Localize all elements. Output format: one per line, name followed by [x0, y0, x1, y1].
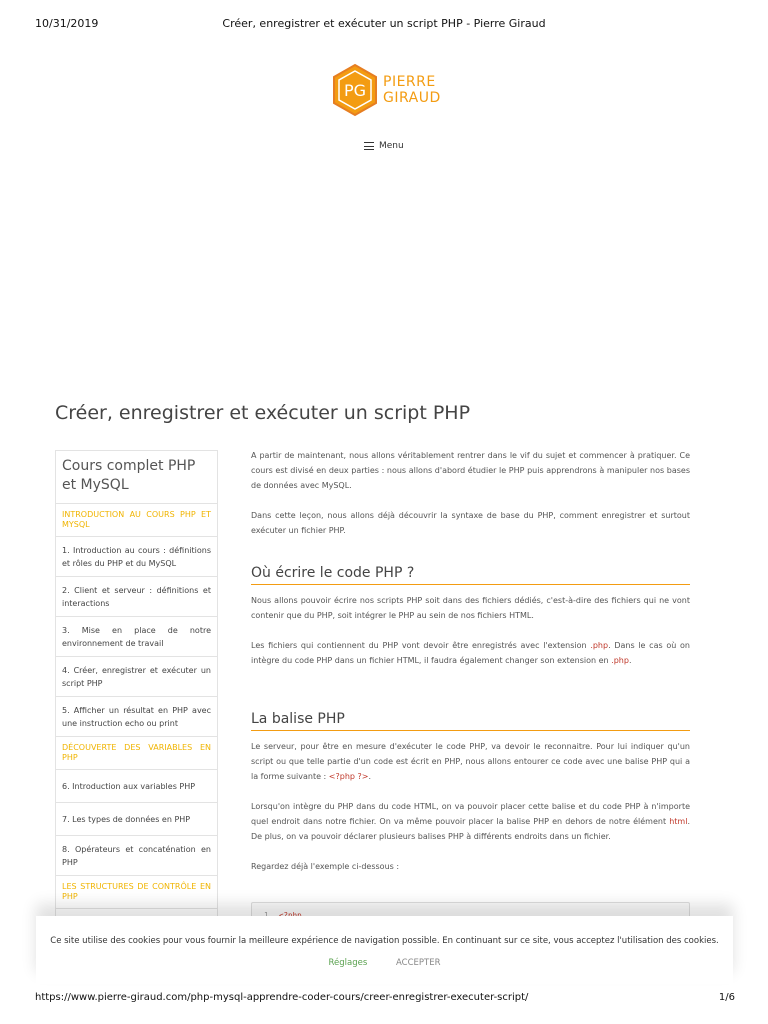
logo-line-1: PIERRE	[383, 74, 436, 90]
print-page-number: 1/6	[718, 992, 735, 1003]
hamburger-icon	[364, 142, 374, 150]
sidebar-item-lesson-7[interactable]: 7. Les types de données en PHP	[56, 803, 217, 836]
section-heading-php-tag: La balise PHP	[251, 712, 690, 731]
sidebar-heading: Cours complet PHP et MySQL	[56, 451, 217, 504]
inline-code-extension: .php	[611, 656, 629, 665]
sidebar-section-title: DÉCOUVERTE DES VARIABLES EN PHP	[56, 737, 217, 770]
logo-initials: PG	[343, 81, 367, 100]
article-content	[251, 448, 690, 889]
print-url: https://www.pierre-giraud.com/php-mysql-apprendre-coder-cours/creer-enregistrer-executer-script/	[35, 992, 529, 1003]
paragraph: Le serveur, pour être en mesure d'exécuter le code PHP, va devoir le reconnaitre. Pour lui indiquer qu'un script ou que telle partie d'un code est écrit en PHP, nous allons entourer ce code avec une balise PHP qui a la forme suivante : <?php ?>.	[251, 742, 690, 781]
sidebar-section-title: LES STRUCTURES DE CONTRÔLE EN PHP	[56, 876, 217, 909]
inline-code-php-tag: <?php ?>	[328, 772, 369, 781]
print-date: 10/31/2019	[35, 17, 99, 30]
inline-code-extension: .php	[590, 641, 609, 650]
print-header	[0, 17, 768, 31]
inline-code-html: html	[669, 817, 688, 826]
cookie-banner	[36, 916, 733, 984]
logo-hexagon-icon	[331, 63, 379, 117]
menu-button[interactable]	[364, 138, 404, 154]
print-footer	[0, 992, 768, 1006]
page-title: Créer, enregistrer et exécuter un script PHP	[55, 402, 471, 424]
sidebar-item-lesson-3[interactable]: 3. Mise en place de notre environnement de travail	[56, 617, 217, 657]
sidebar-item-lesson-4[interactable]: 4. Créer, enregistrer et exécuter un script PHP	[56, 657, 217, 697]
sidebar-item-lesson-2[interactable]: 2. Client et serveur : définitions et interactions	[56, 577, 217, 617]
sidebar-item-lesson-5[interactable]: 5. Afficher un résultat en PHP avec une instruction echo ou print	[56, 697, 217, 737]
paragraph: Nous allons pouvoir écrire nos scripts PHP soit dans des fichiers dédiés, c'est-à-dire des fichiers qui ne vont contenir que du PHP, soit intégrer le PHP au sein de nos fichiers HTML.	[251, 596, 690, 620]
paragraph: Regardez déjà l'exemple ci-dessous :	[251, 862, 400, 871]
intro-paragraph: A partir de maintenant, nous allons véritablement rentrer dans le vif du sujet et commencer à pratiquer. Ce cours est divisé en deux parties : nous allons d'abord étudier le PHP puis apprendrons à manipuler nos bases de données avec MySQL.	[251, 451, 690, 490]
logo-line-2: GIRAUD	[383, 90, 441, 106]
site-logo[interactable]	[331, 62, 441, 118]
cookie-actions	[36, 958, 733, 968]
section-heading-where: Où écrire le code PHP ?	[251, 566, 690, 585]
menu-label: Menu	[379, 141, 404, 151]
print-page-title: Créer, enregistrer et exécuter un script PHP - Pierre Giraud	[222, 17, 546, 30]
intro-paragraph: Dans cette leçon, nous allons déjà découvrir la syntaxe de base du PHP, comment enregistrer et surtout exécuter un fichier PHP.	[251, 511, 690, 535]
sidebar-item-lesson-6[interactable]: 6. Introduction aux variables PHP	[56, 770, 217, 803]
cookie-accept-button[interactable]: ACCEPTER	[395, 958, 441, 968]
logo-text	[383, 74, 441, 106]
sidebar-item-lesson-8[interactable]: 8. Opérateurs et concaténation en PHP	[56, 836, 217, 876]
paragraph: Lorsqu'on intègre du PHP dans du code HTML, on va pouvoir placer cette balise et du code PHP à n'importe quel endroit dans notre fichier. On va même pouvoir placer la balise PHP en dehors de notre élément html. De plus, on va pouvoir déclarer plusieurs balises PHP à différents endroits dans un fichier.	[251, 802, 690, 841]
paragraph: Les fichiers qui contiennent du PHP vont devoir être enregistrés avec l'extension .php. Dans le cas où on intègre du code PHP dans un fichier HTML, il faudra également changer son extension en .php.	[251, 641, 690, 665]
cookie-message: Ce site utilise des cookies pour vous fournir la meilleure expérience de navigation possible. En continuant sur ce site, vous acceptez l'utilisation des cookies.	[50, 936, 719, 946]
sidebar-item-lesson-1[interactable]: 1. Introduction au cours : définitions et rôles du PHP et du MySQL	[56, 537, 217, 577]
course-sidebar	[55, 450, 218, 930]
sidebar-section-title: INTRODUCTION AU COURS PHP ET MYSQL	[56, 504, 217, 537]
cookie-settings-link[interactable]: Réglages	[328, 958, 368, 968]
